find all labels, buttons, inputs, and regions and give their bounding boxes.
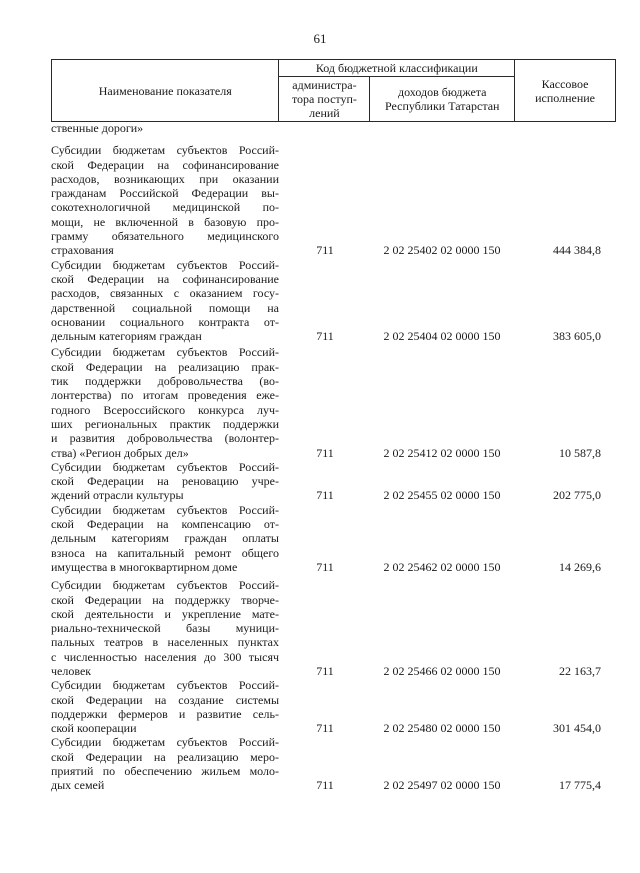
indicator-name-line: дельным категориям граждан оплаты: [51, 531, 279, 546]
table-row: [51, 578, 616, 678]
indicator-name-line: с численностью населения до 300 тысяч: [51, 649, 279, 664]
revenue-code: 2 02 25412 02 0000 150: [383, 445, 501, 460]
indicator-name-line: ской кооперации: [51, 721, 137, 736]
revenue-code: 2 02 25466 02 0000 150: [383, 663, 501, 678]
table-row: [51, 678, 616, 735]
indicator-name-line: расходов, возникающих при оказании: [51, 171, 279, 186]
indicator-name-line: поддержки фермеров и развитие сель-: [51, 706, 279, 721]
indicator-name-line: взноса на капитальный ремонт общего: [51, 545, 279, 560]
indicator-name-line: ства) «Регион добрых дел»: [51, 445, 189, 460]
indicator-name: [51, 460, 279, 503]
revenue-code: 2 02 25497 02 0000 150: [383, 778, 501, 793]
indicator-name-line: ской Федерации на реновацию учре-: [51, 474, 279, 489]
cash-amount: 10 587,8: [559, 445, 601, 460]
revenue-code: 2 02 25480 02 0000 150: [383, 721, 501, 736]
admin-code: 711: [316, 329, 334, 344]
indicator-name-line: Субсидии бюджетам субъектов Россий-: [51, 345, 279, 360]
header-name: Наименование показателя: [52, 60, 279, 122]
indicator-name-line: пальных театров в населенных пунктах: [51, 635, 279, 650]
indicator-name-line: риально-технической базы муници-: [51, 621, 279, 636]
indicator-name-line: мощи, не включенной в базовую про-: [51, 214, 279, 229]
rows-container: [51, 143, 616, 792]
admin-code: 711: [316, 559, 334, 574]
indicator-name-line: сокотехнологичной медицинской по-: [51, 200, 279, 215]
indicator-name-line: и развития добровольчества (волонтер-: [51, 431, 279, 446]
admin-code: 711: [316, 488, 334, 503]
header-admin: [279, 77, 370, 122]
header-admin-line: тора поступ-: [291, 92, 357, 106]
table-row: [51, 345, 616, 459]
indicator-name: [51, 258, 279, 344]
indicator-name: [51, 345, 279, 459]
table-row: [51, 503, 616, 574]
cash-amount: 14 269,6: [559, 559, 601, 574]
indicator-name-line: расходов, связанных с оказанием госу-: [51, 286, 279, 301]
header-revenue-line: Республики Татарстан: [385, 99, 500, 113]
admin-code: 711: [316, 778, 334, 793]
indicator-name-line: имущества в многоквартирном доме: [51, 559, 238, 574]
table-row: [51, 258, 616, 344]
indicator-name-line: дарственной социальной помощи на: [51, 300, 279, 315]
continuation-text: ственные дороги»: [51, 121, 144, 135]
indicator-name-line: ской деятельности и укрепление мате-: [51, 606, 279, 621]
indicator-name-line: грамму обязательного медицинского: [51, 229, 279, 244]
revenue-code: 2 02 25404 02 0000 150: [383, 329, 501, 344]
admin-code: 711: [316, 721, 334, 736]
indicator-name-line: гражданам Российской Федерации вы-: [51, 186, 279, 201]
page-number: 61: [313, 31, 327, 46]
indicator-name-line: ших региональных практик поддержки: [51, 416, 279, 431]
header-classification-group: Код бюджетной классификации: [279, 60, 515, 77]
header-revenue-code: [370, 77, 515, 122]
cash-amount: 444 384,8: [553, 243, 601, 258]
indicator-name: [51, 678, 279, 735]
indicator-name-line: ской Федерации на софинансирование: [51, 157, 279, 172]
table-row: [51, 143, 616, 257]
indicator-name: [51, 503, 279, 574]
indicator-name: [51, 578, 279, 678]
indicator-name-line: ской Федерации на создание системы: [51, 692, 279, 707]
indicator-name-line: страхования: [51, 243, 114, 258]
cash-amount: 202 775,0: [553, 488, 601, 503]
header-cash-line: Кассовое: [541, 76, 589, 91]
admin-code: 711: [316, 445, 334, 460]
indicator-name-line: годного Всероссийского конкурса луч-: [51, 402, 279, 417]
header-revenue-line: доходов бюджета: [397, 85, 487, 99]
indicator-name-line: Субсидии бюджетам субъектов Россий-: [51, 257, 279, 272]
indicator-name-line: ждений отрасли культуры: [51, 488, 184, 503]
cash-amount: 22 163,7: [559, 663, 601, 678]
revenue-code: 2 02 25455 02 0000 150: [383, 488, 501, 503]
indicator-name-line: дельным категориям граждан: [51, 329, 202, 344]
indicator-name-line: ской Федерации на компенсацию от-: [51, 517, 279, 532]
cash-amount: 383 605,0: [553, 329, 601, 344]
header-admin-line: лений: [309, 106, 340, 120]
revenue-code: 2 02 25462 02 0000 150: [383, 559, 501, 574]
indicator-name: [51, 735, 279, 792]
admin-code: 711: [316, 243, 334, 258]
indicator-name-line: человек: [51, 663, 92, 678]
cash-amount: 301 454,0: [553, 721, 601, 736]
indicator-name-line: приятий по обеспечению жильем моло-: [51, 764, 279, 779]
header-cash-line: исполнение: [535, 90, 596, 105]
indicator-name-line: ской Федерации на поддержку творче-: [51, 592, 279, 607]
header-cash-execution: [515, 60, 616, 122]
revenue-code: 2 02 25402 02 0000 150: [383, 243, 501, 258]
indicator-name-line: Субсидии бюджетам субъектов Россий-: [51, 735, 279, 750]
table-header: [51, 59, 616, 122]
table-body: [51, 121, 616, 793]
indicator-name: [51, 143, 279, 257]
indicator-name-line: Субсидии бюджетам субъектов Россий-: [51, 678, 279, 693]
indicator-name-line: ской Федерации на реализацию меро-: [51, 749, 279, 764]
cash-amount: 17 775,4: [559, 778, 601, 793]
header-admin-line: администра-: [292, 78, 357, 92]
indicator-name-line: лонтерства) по итогам проведения еже-: [51, 388, 279, 403]
indicator-name-line: Субсидии бюджетам субъектов Россий-: [51, 143, 279, 158]
indicator-name-line: Субсидии бюджетам субъектов Россий-: [51, 578, 279, 593]
indicator-name-line: основании социального контракта от-: [51, 314, 279, 329]
table-row: [51, 735, 616, 792]
indicator-name-line: Субсидии бюджетам субъектов Россий-: [51, 459, 279, 474]
indicator-name-line: Субсидии бюджетам субъектов Россий-: [51, 502, 279, 517]
indicator-name-line: дых семей: [51, 778, 105, 793]
table-row: [51, 460, 616, 503]
admin-code: 711: [316, 663, 334, 678]
indicator-name-line: ской Федерации на реализацию прак-: [51, 359, 279, 374]
indicator-name-line: ской Федерации на софинансирование: [51, 271, 279, 286]
indicator-name-line: тик поддержки добровольчества (во-: [51, 374, 279, 389]
